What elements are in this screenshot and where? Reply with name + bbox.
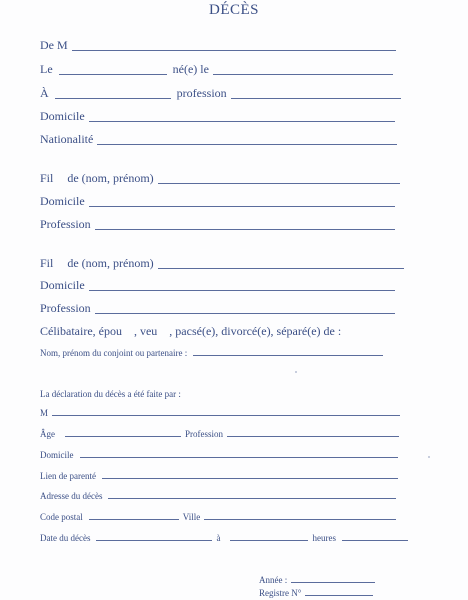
field-decl-profession[interactable] — [227, 435, 399, 437]
label-fil-1: Fil — [40, 171, 54, 185]
label-domicile: Domicile — [40, 109, 85, 123]
paper-speck — [295, 371, 297, 373]
label-profession: profession — [176, 86, 227, 100]
label-de-nom-prenom-2: de (nom, prénom) — [67, 256, 154, 270]
label-registre: Registre N° — [259, 588, 302, 598]
field-decl-minutes[interactable] — [342, 539, 408, 541]
label-decl-date: Date du décès — [40, 533, 91, 543]
row-de-m — [40, 38, 396, 53]
label-decl-a: à — [216, 533, 221, 543]
row-le — [40, 62, 393, 77]
field-de-m[interactable] — [72, 49, 396, 51]
row-decl-m — [40, 408, 400, 418]
label-statut-marital: Célibataire, épou , veu , pacsé(e), divorcé(e), séparé(e) de : — [40, 324, 342, 338]
label-domicile-2: Domicile — [40, 278, 85, 292]
label-decl-heures: heures — [312, 533, 336, 543]
field-decl-heure[interactable] — [230, 539, 308, 541]
row-conjoint — [40, 348, 383, 358]
label-declaration-intro: La déclaration du décès a été faite par : — [40, 389, 181, 399]
row-decl-date — [40, 533, 408, 543]
field-registre[interactable] — [305, 594, 373, 596]
label-a: À — [40, 86, 49, 100]
label-fil-2: Fil — [40, 256, 54, 270]
field-parent-2-name[interactable] — [158, 267, 404, 269]
field-decl-age[interactable] — [65, 435, 181, 437]
row-profession-2 — [40, 301, 395, 316]
row-registre — [259, 588, 373, 598]
field-decl-lien[interactable] — [102, 477, 398, 479]
row-decl-adresse — [40, 491, 396, 501]
label-de-nom-prenom-1: de (nom, prénom) — [67, 171, 154, 185]
label-decl-m: M — [40, 408, 49, 418]
row-decl-lien — [40, 471, 398, 481]
label-nationalite: Nationalité — [40, 132, 94, 146]
row-statut — [40, 324, 341, 339]
row-declaration-intro — [40, 389, 181, 399]
field-profession[interactable] — [231, 97, 401, 99]
field-parent-2-profession[interactable] — [95, 312, 395, 314]
field-a[interactable] — [55, 97, 171, 99]
paper-speck — [428, 456, 430, 458]
field-le[interactable] — [59, 73, 167, 75]
field-decl-code-postal[interactable] — [89, 518, 179, 520]
row-decl-cp — [40, 512, 396, 522]
row-domicile-1 — [40, 194, 395, 209]
label-decl-profession: Profession — [185, 429, 223, 439]
field-parent-1-name[interactable] — [158, 182, 400, 184]
label-le: Le — [40, 62, 53, 76]
field-decl-date[interactable] — [96, 539, 212, 541]
label-decl-domicile: Domicile — [40, 450, 74, 460]
field-domicile[interactable] — [89, 120, 395, 122]
label-profession-2: Profession — [40, 301, 91, 315]
field-ne-le[interactable] — [213, 73, 393, 75]
field-conjoint[interactable] — [193, 354, 383, 356]
label-decl-lien: Lien de parenté — [40, 471, 96, 481]
label-de-m: De M — [40, 38, 68, 52]
field-parent-1-domicile[interactable] — [89, 205, 395, 207]
form-title: DÉCÈS — [208, 2, 259, 18]
label-annee: Année : — [259, 575, 288, 585]
label-decl-ville: Ville — [182, 512, 201, 522]
field-decl-adresse[interactable] — [108, 497, 396, 499]
field-decl-ville[interactable] — [204, 518, 396, 520]
label-profession-1: Profession — [40, 217, 91, 231]
label-decl-adresse: Adresse du décès — [40, 491, 103, 501]
field-parent-1-profession[interactable] — [95, 228, 395, 230]
row-fil-1 — [40, 171, 400, 186]
field-decl-m[interactable] — [52, 414, 400, 416]
row-nationalite — [40, 132, 397, 147]
row-decl-domicile — [40, 450, 398, 460]
row-domicile-2 — [40, 278, 395, 293]
row-a — [40, 86, 401, 101]
row-domicile — [40, 109, 395, 124]
label-domicile-1: Domicile — [40, 194, 85, 208]
field-decl-domicile[interactable] — [80, 456, 398, 458]
label-decl-age: Âge — [40, 429, 55, 439]
label-decl-code-postal: Code postal — [40, 512, 83, 522]
label-conjoint: Nom, prénom du conjoint ou partenaire : — [40, 348, 188, 358]
row-annee — [259, 575, 375, 585]
row-fil-2 — [40, 256, 404, 271]
row-profession-1 — [40, 217, 395, 232]
field-nationalite[interactable] — [97, 143, 397, 145]
field-parent-2-domicile[interactable] — [89, 289, 395, 291]
field-annee[interactable] — [291, 581, 375, 583]
row-decl-age — [40, 429, 399, 439]
label-ne-le: né(e) le — [172, 62, 209, 76]
